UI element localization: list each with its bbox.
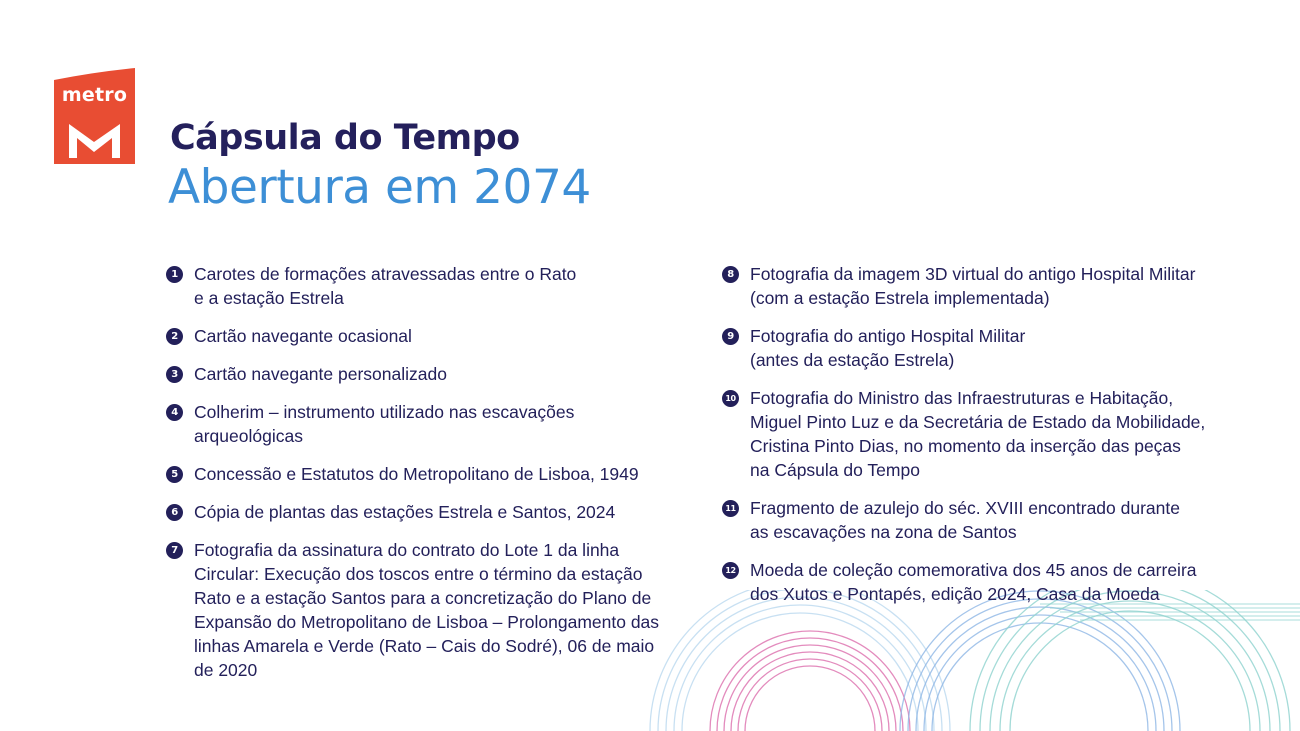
number-badge: 12 <box>722 562 739 579</box>
list-item-text: Carotes de formações atravessadas entre o Rato e a estação Estrela <box>194 264 577 308</box>
list-item <box>166 362 696 386</box>
decorative-arcs <box>640 590 1300 731</box>
list-item-text: Moeda de coleção comemorativa dos 45 anos de carreira dos Xutos e Pontapés, edição 2024, Casa da Moeda <box>750 560 1197 604</box>
list-item-text: Concessão e Estatutos do Metropolitano de Lisboa, 1949 <box>194 464 639 484</box>
list-item <box>722 558 1262 606</box>
list-item <box>722 496 1262 544</box>
list-item <box>166 462 696 486</box>
number-badge: 8 <box>722 266 739 283</box>
list-item <box>166 500 696 524</box>
list-item <box>166 538 696 682</box>
list-item-text: Fotografia do antigo Hospital Militar (antes da estação Estrela) <box>750 326 1026 370</box>
number-badge: 9 <box>722 328 739 345</box>
decorative-lines <box>730 72 1300 162</box>
page-title: Cápsula do Tempo <box>170 118 520 158</box>
number-badge: 6 <box>166 504 183 521</box>
metro-logo-shape <box>54 68 135 164</box>
list-item-text: Cartão navegante personalizado <box>194 364 447 384</box>
list-item <box>722 262 1262 310</box>
number-badge: 7 <box>166 542 183 559</box>
number-badge: 1 <box>166 266 183 283</box>
list-item <box>166 400 696 448</box>
number-badge: 4 <box>166 404 183 421</box>
number-badge: 5 <box>166 466 183 483</box>
number-badge: 3 <box>166 366 183 383</box>
items-list-right <box>722 262 1262 606</box>
list-item <box>722 324 1262 372</box>
list-item-text: Fotografia do Ministro das Infraestruturas e Habitação, Miguel Pinto Luz e da Secretária de Estado da Mobilidade, Cristina Pinto Dias, no momento da inserção das peças na Cápsula do Tempo <box>750 388 1206 480</box>
list-item-text: Fotografia da imagem 3D virtual do antigo Hospital Militar (com a estação Estrela implementada) <box>750 264 1196 308</box>
page-subtitle: Abertura em 2074 <box>168 160 591 215</box>
list-item-text: Cartão navegante ocasional <box>194 326 412 346</box>
metro-logo <box>54 68 135 164</box>
list-item <box>166 262 696 310</box>
number-badge: 10 <box>722 390 739 407</box>
list-item <box>166 324 696 348</box>
list-item <box>722 386 1262 482</box>
metro-logo-text: metro <box>61 84 128 106</box>
list-item-text: Fragmento de azulejo do séc. XVIII encontrado durante as escavações na zona de Santos <box>750 498 1180 542</box>
list-item-text: Colherim – instrumento utilizado nas escavações arqueológicas <box>194 402 575 446</box>
items-list-left <box>166 262 696 682</box>
list-item-text: Cópia de plantas das estações Estrela e Santos, 2024 <box>194 502 616 522</box>
number-badge: 11 <box>722 500 739 517</box>
number-badge: 2 <box>166 328 183 345</box>
list-item-text: Fotografia da assinatura do contrato do Lote 1 da linha Circular: Execução dos toscos entre o término da estação Rato e a estação Santos para a concretização do Plano de Expansão do Metropolitano de Lisboa – Prolongamento das linhas Amarela e Verde (Rato – Cais do Sodré), 06 de maio de 2020 <box>194 540 660 680</box>
